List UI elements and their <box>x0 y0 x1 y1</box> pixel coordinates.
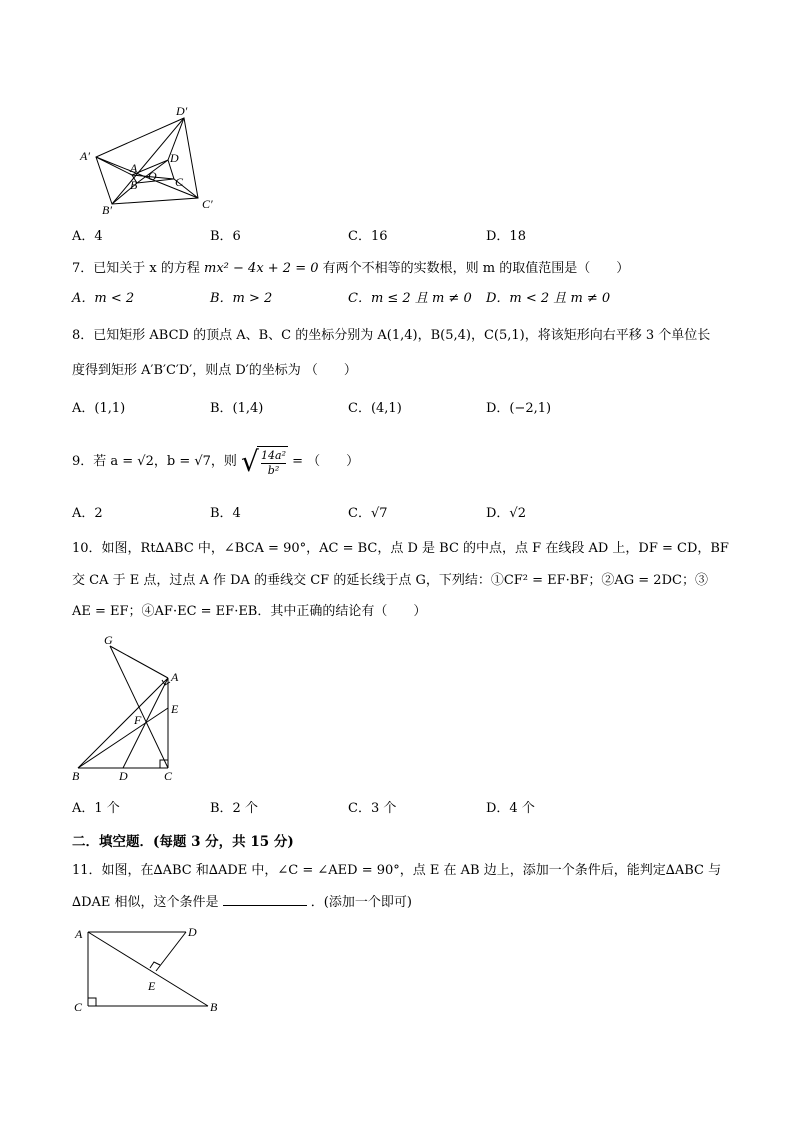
label-f: F <box>134 713 142 727</box>
label-a: A <box>171 670 179 684</box>
q6-option-d[interactable]: D．18 <box>486 229 526 244</box>
label-d: D <box>188 925 197 939</box>
q10-option-b[interactable]: B．2 个 <box>210 801 258 816</box>
q8-stem-line2: 度得到矩形 A′B′C′D′，则点 D′的坐标为 （ ） <box>72 363 357 378</box>
q11-stem-start: ∆DAE 相似，这个条件是 <box>72 895 219 910</box>
label-b-prime: B′ <box>102 203 112 217</box>
label-b: B <box>130 178 138 192</box>
q7-stem-end: 有两个不相等的实数根，则 m 的取值范围是（ ） <box>322 261 630 276</box>
figure-q10 <box>70 634 190 784</box>
q10-option-a[interactable]: A．1 个 <box>72 801 120 816</box>
label-a: A <box>75 927 83 941</box>
label-a: A <box>130 161 138 175</box>
q9-stem <box>72 442 359 482</box>
q9-option-a[interactable]: A．2 <box>72 506 103 521</box>
label-c: C <box>164 769 173 783</box>
q7-equation: mx² − 4x + 2 = 0 <box>204 261 319 276</box>
q7-stem <box>72 260 629 278</box>
q9-stem-start: 9．若 a = √2，b = √7，则 <box>72 454 237 469</box>
q11-stem-line1: 11．如图，在∆ABC 和∆ADE 中，∠C = ∠AED = 90°，点 E 在 AB 边上，添加一个条件后，能判定∆ABC 与 <box>72 863 722 878</box>
section-fill-in-title: 二．填空题．(每题 3 分，共 15 分) <box>72 834 294 850</box>
q7-option-d[interactable]: D．m < 2 且 m ≠ 0 <box>486 291 611 306</box>
label-d: D <box>119 769 128 783</box>
label-b: B <box>210 1000 218 1014</box>
q9-option-c[interactable]: C．√7 <box>348 506 388 521</box>
q10-stem-line2: 交 CA 于 E 点，过点 A 作 DA 的垂线交 CF 的延长线于点 G，下列结：①CF² = EF·BF；②AG = 2DC；③ <box>72 573 708 588</box>
q7-option-b[interactable]: B．m > 2 <box>210 291 273 306</box>
label-b: B <box>72 769 80 783</box>
q8-option-a[interactable]: A．(1,1) <box>72 401 126 416</box>
q9-option-d[interactable]: D．√2 <box>486 506 526 521</box>
label-e: E <box>171 702 179 716</box>
label-g: G <box>104 634 113 647</box>
q11-stem-end: ．(添加一个即可) <box>310 895 412 910</box>
q7-option-a[interactable]: A．m < 2 <box>72 291 135 306</box>
label-e: E <box>148 979 156 993</box>
q9-radical: √ $\frac{\text{14a²}}{\text{b²}}$ <box>241 444 287 478</box>
q6-option-c[interactable]: C．16 <box>348 229 388 244</box>
label-c: C <box>175 175 184 189</box>
label-c: C <box>74 1000 83 1014</box>
q9-denominator: b² <box>267 463 280 477</box>
q9-stem-end: = （ ） <box>292 454 360 469</box>
figure-q11 <box>70 918 240 1018</box>
q9-option-b[interactable]: B．4 <box>210 506 241 521</box>
q7-option-c[interactable]: C．m ≤ 2 且 m ≠ 0 <box>348 291 472 306</box>
q10-option-d[interactable]: D．4 个 <box>486 801 535 816</box>
q8-option-c[interactable]: C．(4,1) <box>348 401 402 416</box>
label-d: D <box>170 151 179 165</box>
label-a-prime: A′ <box>80 149 90 163</box>
q11-stem-line2 <box>72 893 412 912</box>
q10-stem-line1: 10．如图，Rt∆ABC 中，∠BCA = 90°，AC = BC，点 D 是 BC 的中点，点 F 在线段 AD 上，DF = CD，BF <box>72 541 729 556</box>
q6-option-b[interactable]: B．6 <box>210 229 241 244</box>
q7-stem-start: 7．已知关于 x 的方程 <box>72 261 200 276</box>
q10-option-c[interactable]: C．3 个 <box>348 801 397 816</box>
figure-q6 <box>70 100 230 220</box>
q8-option-b[interactable]: B．(1,4) <box>210 401 264 416</box>
label-d-prime: D′ <box>176 104 188 118</box>
label-o: O <box>148 169 157 183</box>
q10-stem-line3: AE = EF；④AF·EC = EF·EB．其中正确的结论有（ ） <box>72 604 427 619</box>
label-c-prime: C′ <box>202 197 213 211</box>
q9-numerator: 14a² <box>261 448 287 462</box>
q6-option-a[interactable]: A．4 <box>72 229 103 244</box>
q8-stem-line1: 8．已知矩形 ABCD 的顶点 A、B、C 的坐标分别为 A(1,4)，B(5,4)，C(5,1)，将该矩形向右平移 3 个单位长 <box>72 328 711 343</box>
q8-option-d[interactable]: D．(−2,1) <box>486 401 552 416</box>
q11-answer-blank[interactable] <box>223 893 307 906</box>
